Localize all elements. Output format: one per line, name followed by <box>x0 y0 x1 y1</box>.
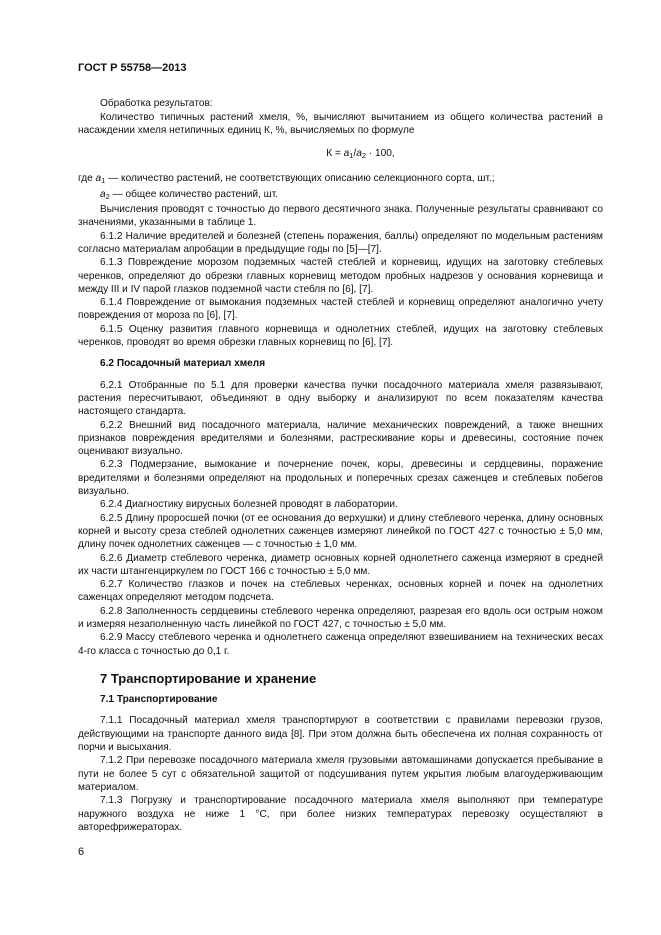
paragraph-6-2-6: 6.2.6 Диаметр стеблевого черенка, диаметр основных корней однолетнего саженца измеряют в средней их части штангенциркулем по ГОСТ 166 с точностью ± 5,0 мм. <box>78 552 603 577</box>
document-header: ГОСТ Р 55758—2013 <box>78 62 187 74</box>
formula-where-1: где $a_1$ — количество растений, не соответствующих описанию селекционного сорта, шт.; <box>78 173 495 186</box>
paragraph-6-2-4: 6.2.4 Диагностику вирусных болезней проводят в лаборатории. <box>100 499 398 511</box>
section-heading-7-1: 7.1 Транспортирование <box>100 694 218 706</box>
paragraph-6-1-4: 6.1.4 Повреждение от вымокания подземных частей стеблей и корневищ определяют аналогично учету повреждения от мороза по [6], [7]. <box>78 297 603 322</box>
paragraph-6-2-2: 6.2.2 Внешний вид посадочного материала, наличие механических повреждений, а также внешних признаков повреждения вредителями и болезнями, растрескивание коры и древесины, состояние почек оценивают визуально. <box>78 419 603 458</box>
section-heading-7: 7 Транспортирование и хранение <box>100 670 317 686</box>
results-heading: Обработка результатов: <box>100 98 213 110</box>
paragraph-6-1-2: 6.1.2 Наличие вредителей и болезней (степень поражения, баллы) определяют по модельным растениям согласно материалам апробации в предыдущие годы по [5]—[7]. <box>78 230 603 255</box>
paragraph-calc: Вычисления проводят с точностью до первого десятичного знака. Полученные результаты сравнивают со значениями, указанными в таблице 1. <box>78 204 603 229</box>
paragraph-count: Количество типичных растений хмеля, %, вычисляют вычитанием из общего количества растений в насаждении хмеля нетипичных единиц К, %, вычисляемых по формуле <box>78 111 603 136</box>
paragraph-6-2-5: 6.2.5 Длину проросшей почки (от ее основания до верхушки) и длину стеблевого черенка, длину основных корней и высоту среза стеблей однолетних саженцев измеряют линейкой по ГОСТ 427 с точностью ± 5,0 мм, длину почек однолетних саженцев — с точностью ± 1,0 мм. <box>78 512 603 551</box>
paragraph-6-1-3: 6.1.3 Повреждение морозом подземных частей стеблей и корневищ, идущих на заготовку стеблевых черенков, определяют до обрезки главных корневищ методом пробных надрезов у основания корневища и между III и IV парой глазков подземной части стебля по [6], [7]. <box>78 257 603 295</box>
formula-where-2: $a_2$ — общее количество растений, шт. <box>100 188 279 201</box>
section-heading-6-2: 6.2 Посадочный материал хмеля <box>100 358 266 370</box>
paragraph-6-2-3: 6.2.3 Подмерзание, вымокание и почернение почек, коры, древесины и сердцевины, поражение вредителями и болезнями определяют на продольных и поперечных срезах саженцев и стеблевых побегов визуально. <box>78 459 603 498</box>
paragraph-7-1-2: 7.1.2 При перевозке посадочного материала хмеля грузовыми автомашинами допускается пребывание в пути не более 5 сут с обязательной защитой от подсушивания путем укрытия любым влагоудерживающим материалом. <box>78 755 603 793</box>
formula: $К = a_1/a_2 \cdot 100$, <box>326 148 395 161</box>
paragraph-6-2-9: 6.2.9 Массу стеблевого черенка и однолетнего саженца определяют взвешиванием на технических весах 4-го класса с точностью до 0,1 г. <box>78 632 603 657</box>
paragraph-6-2-7: 6.2.7 Количество глазков и почек на стеблевых черенках, основных корней и почек на однолетних саженцах определяют методом подсчета. <box>78 579 603 604</box>
paragraph-7-1-1: 7.1.1 Посадочный материал хмеля транспортируют в соответствии с правилами перевозки грузов, действующими на транспорте данного вида [8]. При этом должна быть обеспечена их полная сохранность от порчи и высыхания. <box>78 715 603 754</box>
paragraph-6-2-8: 6.2.8 Заполненность сердцевины стеблевого черенка определяют, разрезая его вдоль оси острым ножом и измеряя незаполненную часть линейкой по ГОСТ 427, с точностью ± 5,0 мм. <box>78 605 603 630</box>
paragraph-6-1-5: 6.1.5 Оценку развития главного корневища и однолетних стеблей, идущих на заготовку стеблевых черенков, проводят во время обрезки главных корневищ по [6], [7]. <box>78 323 603 349</box>
document-page <box>78 62 603 834</box>
paragraph-6-2-1: 6.2.1 Отобранные по 5.1 для проверки качества пучки посадочного материала хмеля развязывают, растения пересчитывают, объединяют в одну выборку и анализируют по всем показателям качества настоящего стандарта. <box>78 379 603 418</box>
page-number: 6 <box>78 846 85 858</box>
paragraph-7-1-3: 7.1.3 Погрузку и транспортирование посадочного материала хмеля выполняют при температуре наружного воздуха не ниже 1 °С, при более низких температурах перевозку осуществляют в авторефрижераторах. <box>78 795 603 833</box>
